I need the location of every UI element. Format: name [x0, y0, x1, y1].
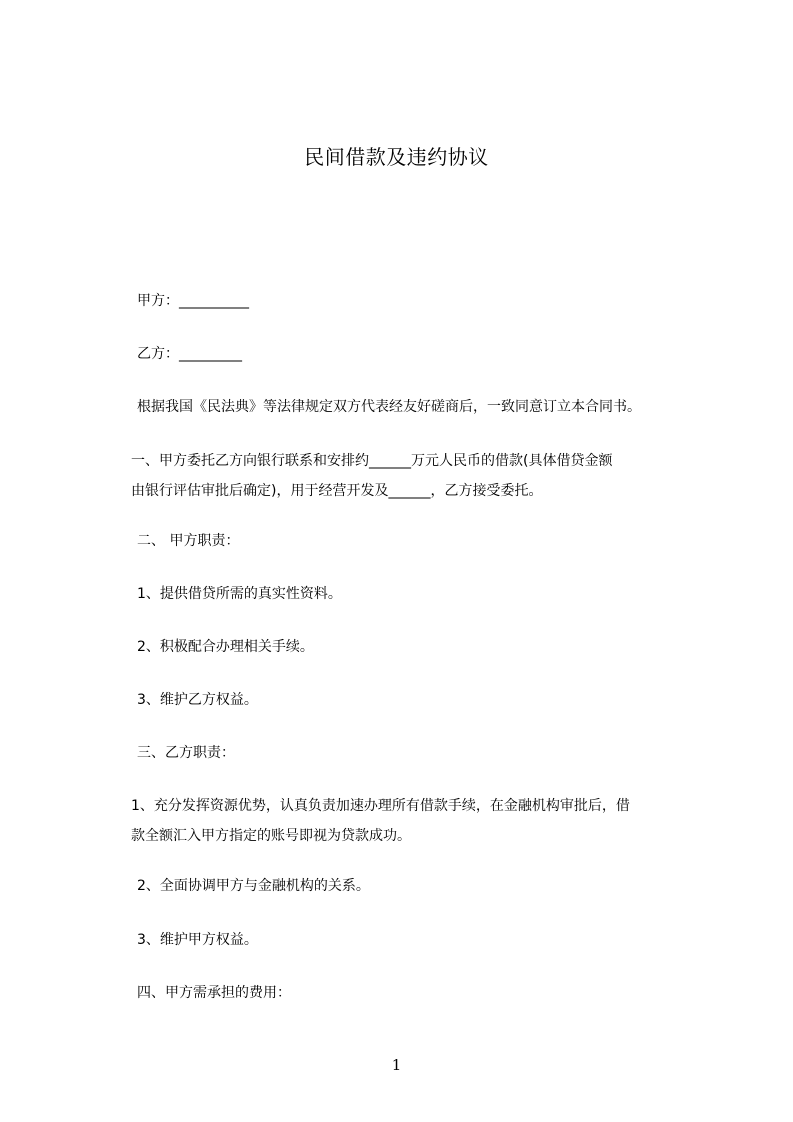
clause-3-item-1-line-1: 1、充分发挥资源优势，认真负责加速办理所有借款手续，在金融机构审批后，借 [131, 798, 630, 814]
clause-2-item-1: 1、提供借贷所需的真实性资料。 [137, 586, 342, 602]
clause-2-heading: 二、 甲方职责： [137, 533, 240, 549]
clause-1-paragraph [131, 446, 711, 506]
document-title: 民间借款及违约协议 [304, 145, 489, 169]
clause-3-item-1-paragraph [131, 791, 711, 851]
clause-3-item-3: 3、维护甲方权益。 [137, 932, 258, 948]
party-a-line: 甲方：__________ [137, 293, 249, 309]
clause-3-item-1-line-2: 款全额汇入甲方指定的账号即视为贷款成功。 [131, 828, 411, 844]
clause-2-item-2: 2、积极配合办理相关手续。 [137, 639, 314, 655]
party-b-line: 乙方：_________ [137, 346, 242, 362]
clause-1-line-2: 由银行评估审批后确定)，用于经营开发及______，乙方接受委托。 [131, 483, 543, 499]
clause-4-heading: 四、甲方需承担的费用： [137, 985, 291, 1001]
clause-1-line-1: 一、甲方委托乙方向银行联系和安排约______万元人民币的借款(具体借贷金额 [131, 453, 613, 469]
page-number: 1 [391, 1056, 402, 1074]
clause-2-item-3: 3、维护乙方权益。 [137, 692, 258, 708]
preamble-paragraph: 根据我国《民法典》等法律规定双方代表经友好磋商后，一致同意订立本合同书。 [137, 399, 641, 415]
clause-3-heading: 三、乙方职责： [137, 745, 235, 761]
clause-3-item-2: 2、全面协调甲方与金融机构的关系。 [137, 878, 370, 894]
